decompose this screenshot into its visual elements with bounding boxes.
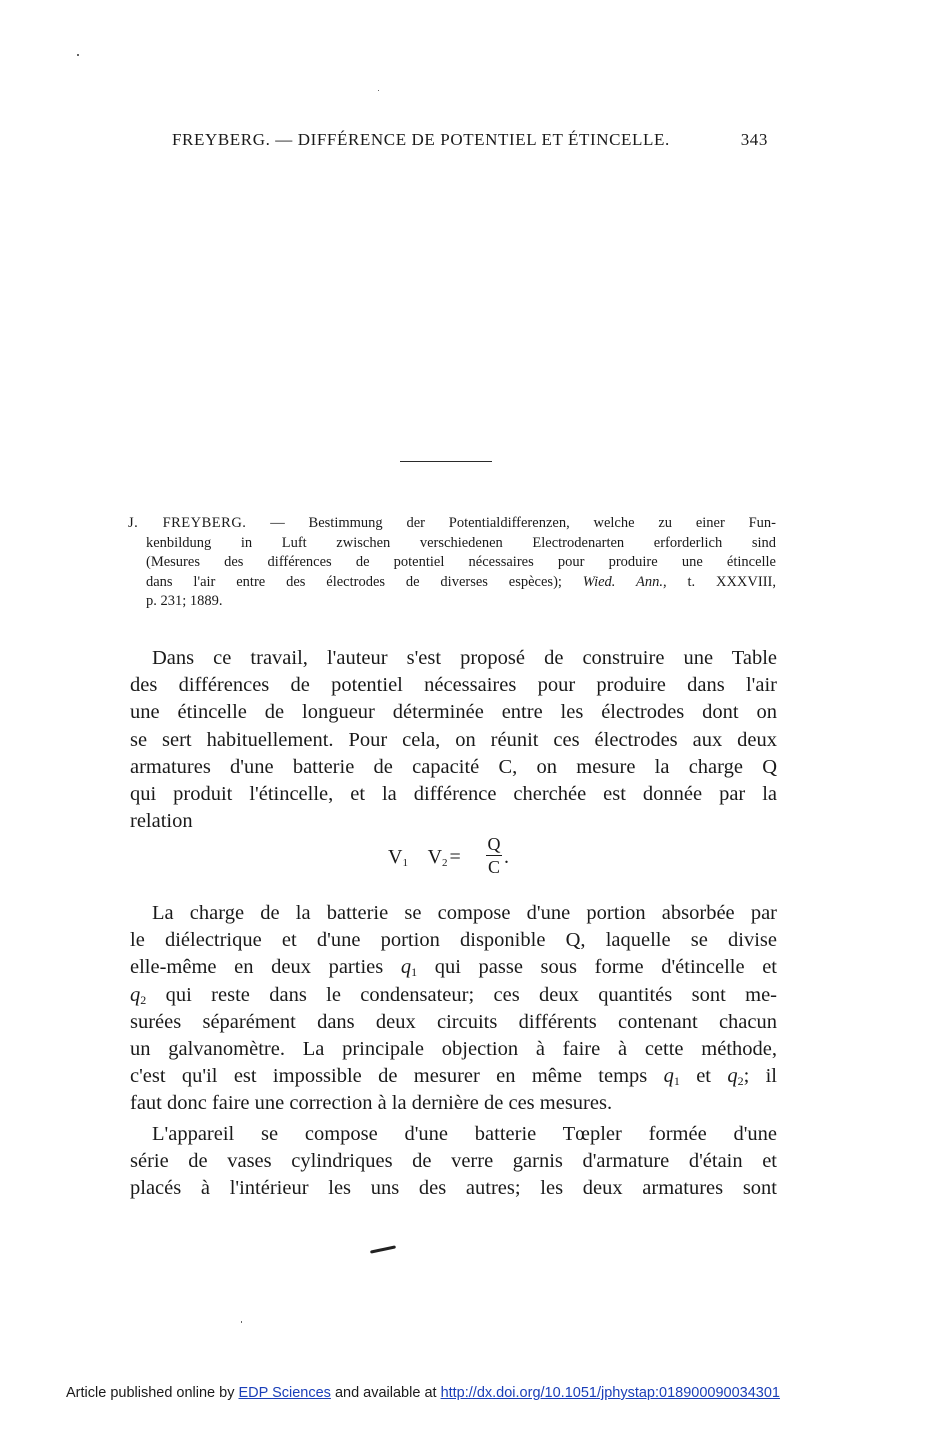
variable-q1: q [663,1065,674,1088]
reference-line [128,573,776,593]
publisher-link[interactable]: EDP Sciences [238,1385,331,1401]
reference-journal: Wied. Ann. [582,573,663,590]
reference-line: (Mesures des différences de potentiel nécessaires pour produire une étincelle [146,554,776,570]
text-line: placés à l'intérieur les uns des autres; les deux armatures sont [130,1177,777,1200]
section-divider [400,461,492,462]
variable-q1: q [400,956,412,979]
footer-middle: and available at [334,1385,437,1401]
text-line: $q_2$ qui reste dans le condensateur; ces deux quantités sont me- [130,983,778,1007]
paragraph-1 [130,645,777,835]
text-line: série de vases cylindriques de verre garnis d'armature d'étain et [130,1150,777,1173]
equation-period: . [504,846,509,868]
text-line: armatures d'une batterie de capacité C, on mesure la charge Q [130,755,777,778]
text-line: faut donc faire une correction à la dernière de ces mesures. [130,1092,613,1115]
fraction-numerator: Q [487,834,501,854]
reference-line: p. 231; 1889. [146,593,223,609]
paragraph-2 [130,900,777,1118]
text-line: se sert habituellement. Pour cela, on réunit ces électrodes aux deux [130,728,777,751]
text-line: des différences de potentiel nécessaires pour produire dans l'air [130,674,777,697]
doi-link[interactable]: http://dx.doi.org/10.1051/jphystap:018900090034301 [440,1385,780,1401]
publication-footer [66,1385,866,1401]
text-line: une étincelle de longueur déterminée entre les électrodes dont on [130,701,777,724]
text-line: L'appareil se compose d'une batterie Tœpler formée d'une [152,1123,777,1145]
scan-speck [241,1321,242,1323]
text-line: La charge de la batterie se compose d'une portion absorbée par [152,902,777,924]
equation [388,834,548,878]
bibliographic-reference [128,514,776,612]
fraction [486,834,502,877]
reference-volume: , t. XXXVIII, [663,573,776,590]
variable-q2: q [130,983,141,1006]
text-line: le diélectrique et d'une portion disponible Q, laquelle se divise [130,929,777,952]
reference-title-start: — Bestimmung der Potentialdifferenzen, welche zu einer Fun- [270,515,777,531]
equation-lhs: $V_1$ $V_2$ = [388,846,461,869]
scan-speck [77,54,79,56]
text-line: qui produit l'étincelle, et la différence cherchée est donnée par la [130,783,777,806]
text-line: relation [130,810,193,833]
page-number: 343 [740,130,768,149]
text-line: elle-même en deux parties $q_1$ qui passe sous forme d'étincelle et [130,956,777,980]
header-title: FREYBERG. — DIFFÉRENCE DE POTENTIEL ET ÉTINCELLE. [172,130,670,149]
reference-line: kenbildung in Luft zwischen verschiedenen Electrodenarten erforderlich sind [146,534,776,551]
variable-q2: q [727,1065,738,1088]
paragraph-3 [130,1121,777,1203]
reference-translation-end: dans l'air entre des électrodes de diverses espèces); [146,573,562,590]
scan-speck [378,90,379,91]
fraction-bar [486,855,502,856]
reference-line [128,514,776,534]
equals-sign: = [449,846,461,868]
reference-author: J. FREYBERG. [128,515,247,531]
signature-mark [370,1245,396,1253]
running-header [172,130,768,150]
fraction-denominator: C [487,857,500,877]
text-line: Dans ce travail, l'auteur s'est proposé de construire une Table [152,647,777,669]
footer-prefix: Article published online by [66,1385,235,1401]
text-line: un galvanomètre. La principale objection à faire à cette méthode, [130,1038,777,1061]
text-line: surées séparément dans deux circuits différents contenant chacun [130,1010,777,1033]
text-line: c'est qu'il est impossible de mesurer en même temps $q_1$ et $q_2$; il [130,1065,778,1089]
